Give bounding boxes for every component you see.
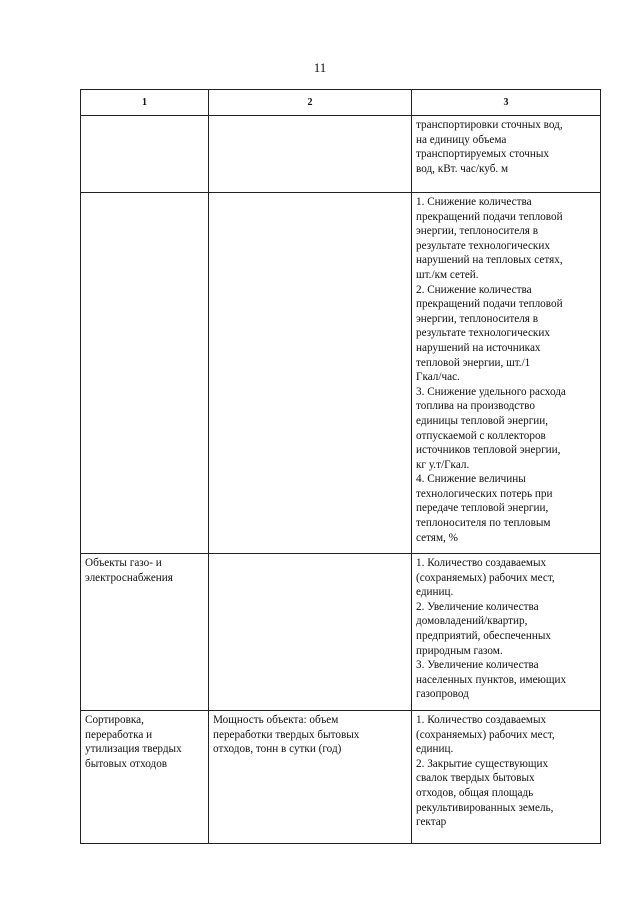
cell-text-line: на единицу объема xyxy=(416,133,507,146)
cell-text-line: бытовых отходов xyxy=(85,757,168,770)
cell-text-line: 1. Количество создаваемых xyxy=(416,557,547,569)
cell-text-line: 2. Снижение количества xyxy=(416,283,532,296)
cell-text-line: Объекты газо- и xyxy=(85,557,162,569)
cell-text-line: отходов, общая площадь xyxy=(416,786,534,799)
cell-text-line: переработка и xyxy=(85,728,153,741)
cell-text-line: единицы тепловой энергии, xyxy=(416,414,549,427)
cell-text-line: предприятий, обеспеченных xyxy=(416,629,551,642)
cell-capacity xyxy=(209,116,412,193)
cell-text-line: природным газом. xyxy=(416,644,503,657)
table-row xyxy=(81,554,601,711)
cell-text-line: тепловой энергии, шт./1 xyxy=(416,356,531,369)
cell-text-line: топлива на производство xyxy=(416,400,535,413)
cell-text-line: 3. Снижение удельного расхода xyxy=(416,385,566,398)
cell-text-line: сетям, % xyxy=(416,531,458,544)
cell-text-line: нарушений на тепловых сетях, xyxy=(416,254,563,267)
cell-capacity xyxy=(209,554,412,711)
cell-text-line: Сортировка, xyxy=(85,714,144,726)
table-header-row xyxy=(81,90,601,116)
cell-text-line: 1. Снижение количества xyxy=(416,196,532,208)
cell-text-line: единиц. xyxy=(416,586,454,599)
table-row xyxy=(81,711,601,844)
cell-text-line: технологических потерь при xyxy=(416,487,553,500)
cell-text-line: 2. Закрытие существующих xyxy=(416,757,549,770)
column-header-3: 3 xyxy=(412,90,601,116)
cell-text-line: (сохраняемых) рабочих мест, xyxy=(416,728,555,741)
cell-text-line: прекращений подачи тепловой xyxy=(416,298,563,311)
cell-text-line: отпускаемой с коллекторов xyxy=(416,429,546,442)
cell-text-line: (сохраняемых) рабочих мест, xyxy=(416,571,555,584)
cell-text-line: 3. Увеличение количества xyxy=(416,659,539,672)
cell-text-line: утилизация твердых xyxy=(85,743,182,756)
column-header-1: 1 xyxy=(81,90,209,116)
cell-text-line: 1. Количество создаваемых xyxy=(416,714,547,726)
cell-text-line: вод, кВт. час/куб. м xyxy=(416,162,509,175)
cell-text-line: электроснабжения xyxy=(85,571,173,584)
cell-indicators xyxy=(412,711,601,844)
table-row xyxy=(81,116,601,193)
cell-object-type xyxy=(81,193,209,554)
page-number: 11 xyxy=(313,60,327,75)
cell-text-line: передаче тепловой энергии, xyxy=(416,502,549,515)
cell-object-type xyxy=(81,116,209,193)
cell-text-line: энергии, теплоносителя в xyxy=(416,312,538,325)
cell-text-line: нарушений на источниках xyxy=(416,341,541,354)
cell-indicators xyxy=(412,116,601,193)
cell-text-line: теплоносителя по тепловым xyxy=(416,517,551,530)
document-table xyxy=(80,89,601,844)
cell-capacity xyxy=(209,711,412,844)
cell-text-line: Гкал/час. xyxy=(416,371,460,384)
cell-text-line: энергии, теплоносителя в xyxy=(416,225,538,238)
cell-text-line: 4. Снижение величины xyxy=(416,473,526,486)
cell-text-line: 2. Увеличение количества xyxy=(416,600,539,613)
column-header-2: 2 xyxy=(209,90,412,116)
cell-indicators xyxy=(412,554,601,711)
cell-text-line: газопровод xyxy=(416,688,469,701)
cell-text-line: транспортируемых сточных xyxy=(416,148,550,161)
cell-text-line: рекультивированных земель, xyxy=(416,801,554,814)
cell-text-line: гектар xyxy=(416,816,447,829)
cell-text-line: Мощность объекта: объем xyxy=(213,714,339,726)
cell-text-line: населенных пунктов, имеющих xyxy=(416,673,567,686)
cell-object-type xyxy=(81,554,209,711)
cell-text-line: результате технологических xyxy=(416,239,550,252)
cell-text-line: переработки твердых бытовых xyxy=(213,728,360,741)
cell-capacity xyxy=(209,193,412,554)
cell-text-line: домовладений/квартир, xyxy=(416,615,528,628)
table-row xyxy=(81,193,601,554)
cell-indicators xyxy=(412,193,601,554)
cell-text-line: транспортировки сточных вод, xyxy=(416,119,563,131)
cell-text-line: свалок твердых бытовых xyxy=(416,772,535,785)
cell-text-line: прекращений подачи тепловой xyxy=(416,210,563,223)
cell-text-line: шт./км сетей. xyxy=(416,268,479,281)
cell-text-line: результате технологических xyxy=(416,327,550,340)
cell-object-type xyxy=(81,711,209,844)
cell-text-line: отходов, тонн в сутки (год) xyxy=(213,743,342,756)
cell-text-line: источников тепловой энергии, xyxy=(416,444,561,457)
cell-text-line: единиц. xyxy=(416,743,454,756)
cell-text-line: кг у.т/Гкал. xyxy=(416,458,470,471)
